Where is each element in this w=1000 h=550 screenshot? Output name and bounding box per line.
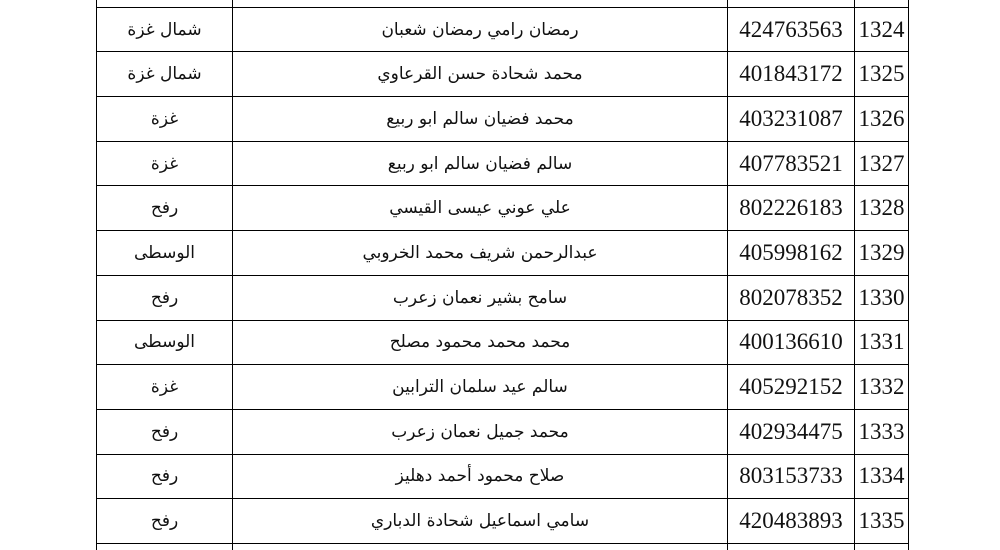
table-row bbox=[97, 231, 909, 276]
name-cell: سامح بشير نعمان زعرب bbox=[233, 275, 728, 320]
serial-number-cell: 1332 bbox=[855, 365, 909, 410]
serial-number-cell: 1330 bbox=[855, 275, 909, 320]
region-cell bbox=[97, 543, 233, 550]
table-row bbox=[97, 409, 909, 454]
serial-number-cell: 1334 bbox=[855, 454, 909, 499]
region-cell: رفح bbox=[97, 499, 233, 544]
serial-number-cell bbox=[855, 0, 909, 7]
name-cell: صلاح محمود أحمد دهليز bbox=[233, 454, 728, 499]
name-cell: محمد محمد محمود مصلح bbox=[233, 320, 728, 365]
id-number-cell: 403231087 bbox=[728, 97, 855, 142]
name-cell: محمد شحادة حسن القرعاوي bbox=[233, 52, 728, 97]
region-cell: شمال غزة bbox=[97, 52, 233, 97]
roster-table bbox=[96, 0, 909, 550]
id-number-cell: 420483893 bbox=[728, 499, 855, 544]
table-row bbox=[97, 499, 909, 544]
id-number-cell: 802078352 bbox=[728, 275, 855, 320]
serial-number-cell: 1333 bbox=[855, 409, 909, 454]
table-row bbox=[97, 275, 909, 320]
table-row bbox=[97, 7, 909, 52]
table-row-partial-top bbox=[97, 0, 909, 7]
id-number-cell: 424763563 bbox=[728, 7, 855, 52]
serial-number-cell: 1324 bbox=[855, 7, 909, 52]
region-cell: شمال غزة bbox=[97, 7, 233, 52]
name-cell bbox=[233, 0, 728, 7]
region-cell: الوسطى bbox=[97, 231, 233, 276]
id-number-cell: 405292152 bbox=[728, 365, 855, 410]
region-cell bbox=[97, 0, 233, 7]
name-cell: علي عوني عيسى القيسي bbox=[233, 186, 728, 231]
id-number-cell: 407783521 bbox=[728, 141, 855, 186]
table-row bbox=[97, 320, 909, 365]
name-cell: محمد جميل نعمان زعرب bbox=[233, 409, 728, 454]
id-number-cell: 402934475 bbox=[728, 409, 855, 454]
serial-number-cell: 1327 bbox=[855, 141, 909, 186]
id-number-cell: 405998162 bbox=[728, 231, 855, 276]
serial-number-cell: 1331 bbox=[855, 320, 909, 365]
table-row bbox=[97, 365, 909, 410]
id-number-cell bbox=[728, 543, 855, 550]
serial-number-cell: 1329 bbox=[855, 231, 909, 276]
table-row bbox=[97, 141, 909, 186]
region-cell: رفح bbox=[97, 275, 233, 320]
name-cell: سالم فضيان سالم ابو ربيع bbox=[233, 141, 728, 186]
name-cell: محمد فضيان سالم ابو ربيع bbox=[233, 97, 728, 142]
region-cell: رفح bbox=[97, 186, 233, 231]
name-cell: سالم عيد سلمان الترابين bbox=[233, 365, 728, 410]
serial-number-cell: 1335 bbox=[855, 499, 909, 544]
table-row bbox=[97, 454, 909, 499]
region-cell: غزة bbox=[97, 365, 233, 410]
name-cell bbox=[233, 543, 728, 550]
table-row bbox=[97, 52, 909, 97]
serial-number-cell: 1325 bbox=[855, 52, 909, 97]
serial-number-cell: 1326 bbox=[855, 97, 909, 142]
table-row bbox=[97, 97, 909, 142]
name-cell: رمضان رامي رمضان شعبان bbox=[233, 7, 728, 52]
id-number-cell: 803153733 bbox=[728, 454, 855, 499]
id-number-cell bbox=[728, 0, 855, 7]
id-number-cell: 400136610 bbox=[728, 320, 855, 365]
region-cell: غزة bbox=[97, 97, 233, 142]
region-cell: رفح bbox=[97, 454, 233, 499]
name-cell: سامي اسماعيل شحادة الدباري bbox=[233, 499, 728, 544]
table-row bbox=[97, 186, 909, 231]
serial-number-cell: 1328 bbox=[855, 186, 909, 231]
serial-number-cell bbox=[855, 543, 909, 550]
id-number-cell: 401843172 bbox=[728, 52, 855, 97]
name-cell: عبدالرحمن شريف محمد الخروبي bbox=[233, 231, 728, 276]
region-cell: رفح bbox=[97, 409, 233, 454]
table-row-partial-bottom bbox=[97, 543, 909, 550]
id-number-cell: 802226183 bbox=[728, 186, 855, 231]
region-cell: غزة bbox=[97, 141, 233, 186]
region-cell: الوسطى bbox=[97, 320, 233, 365]
